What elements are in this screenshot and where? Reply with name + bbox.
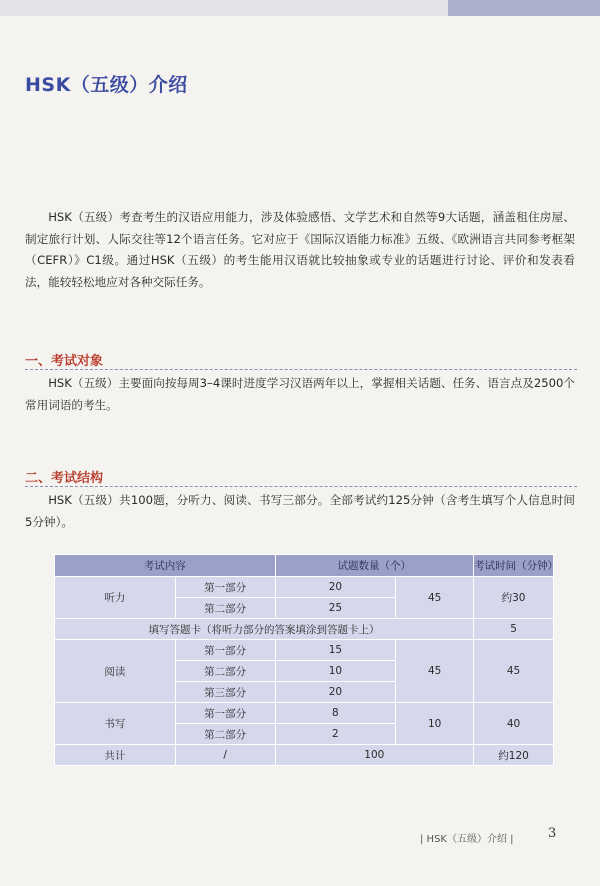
section-total: 45 bbox=[396, 640, 474, 703]
part-count: 15 bbox=[275, 640, 396, 661]
table-row bbox=[55, 640, 554, 661]
table-header-row bbox=[55, 555, 554, 577]
section-heading-test-takers: 一、考试对象 bbox=[25, 354, 104, 369]
running-title: | HSK（五级）介绍 | bbox=[420, 834, 514, 845]
header-count: 试题数量（个） bbox=[275, 555, 474, 577]
table-row bbox=[55, 745, 554, 766]
part-name: 第二部分 bbox=[175, 661, 275, 682]
section-time: 40 bbox=[474, 703, 554, 745]
table-row bbox=[55, 619, 554, 640]
table-row bbox=[55, 703, 554, 724]
section-label-reading: 阅读 bbox=[55, 640, 176, 703]
section-total: 10 bbox=[396, 703, 474, 745]
page-number: 3 bbox=[548, 826, 557, 841]
section-time: 约30 bbox=[474, 577, 554, 619]
part-name: 第二部分 bbox=[175, 598, 275, 619]
part-count: 20 bbox=[275, 682, 396, 703]
table-row bbox=[55, 577, 554, 598]
section-label-listening: 听力 bbox=[55, 577, 176, 619]
section-paragraph-structure: HSK（五级）共100题，分听力、阅读、书写三部分。全部考试约125分钟（含考生填写个人信息时间5分钟）。 bbox=[25, 493, 575, 529]
summary-time: 约120 bbox=[474, 745, 554, 766]
part-count: 25 bbox=[275, 598, 396, 619]
section-time: 45 bbox=[474, 640, 554, 703]
header-bar-light bbox=[0, 0, 448, 16]
part-name: 第二部分 bbox=[175, 724, 275, 745]
answer-sheet-label: 填写答题卡（将听力部分的答案填涂到答题卡上） bbox=[55, 619, 474, 640]
part-count: 8 bbox=[275, 703, 396, 724]
summary-slash: / bbox=[175, 745, 275, 766]
section-paragraph-test-takers: HSK（五级）主要面向按每周3–4课时进度学习汉语两年以上，掌握相关话题、任务、语言点及2500个常用词语的考生。 bbox=[25, 376, 575, 412]
section-label-writing: 书写 bbox=[55, 703, 176, 745]
part-name: 第一部分 bbox=[175, 577, 275, 598]
header-content: 考试内容 bbox=[55, 555, 276, 577]
part-count: 2 bbox=[275, 724, 396, 745]
page-title: HSK（五级）介绍 bbox=[25, 74, 188, 96]
section-divider bbox=[25, 369, 577, 370]
answer-sheet-time: 5 bbox=[474, 619, 554, 640]
section-heading-structure: 二、考试结构 bbox=[25, 471, 104, 486]
part-name: 第一部分 bbox=[175, 640, 275, 661]
summary-total: 100 bbox=[275, 745, 474, 766]
section-total: 45 bbox=[396, 577, 474, 619]
summary-label: 共计 bbox=[55, 745, 176, 766]
part-count: 20 bbox=[275, 577, 396, 598]
exam-structure-table bbox=[54, 554, 559, 766]
header-bar-accent bbox=[448, 0, 600, 16]
part-name: 第一部分 bbox=[175, 703, 275, 724]
part-name: 第三部分 bbox=[175, 682, 275, 703]
section-divider bbox=[25, 486, 577, 487]
intro-paragraph: HSK（五级）考查考生的汉语应用能力，涉及体验感悟、文学艺术和自然等9大话题，涵盖租住房屋、制定旅行计划、人际交往等12个语言任务。它对应于《国际汉语能力标准》五级、《欧洲语言共同参考框架（CEFR）》C1级。通过HSK（五级）的考生能用汉语就比较抽象或专业的话题进行讨论、评价和发表看法，能较轻松地应对各种交际任务。 bbox=[25, 210, 575, 289]
part-count: 10 bbox=[275, 661, 396, 682]
header-time: 考试时间（分钟） bbox=[474, 555, 554, 577]
